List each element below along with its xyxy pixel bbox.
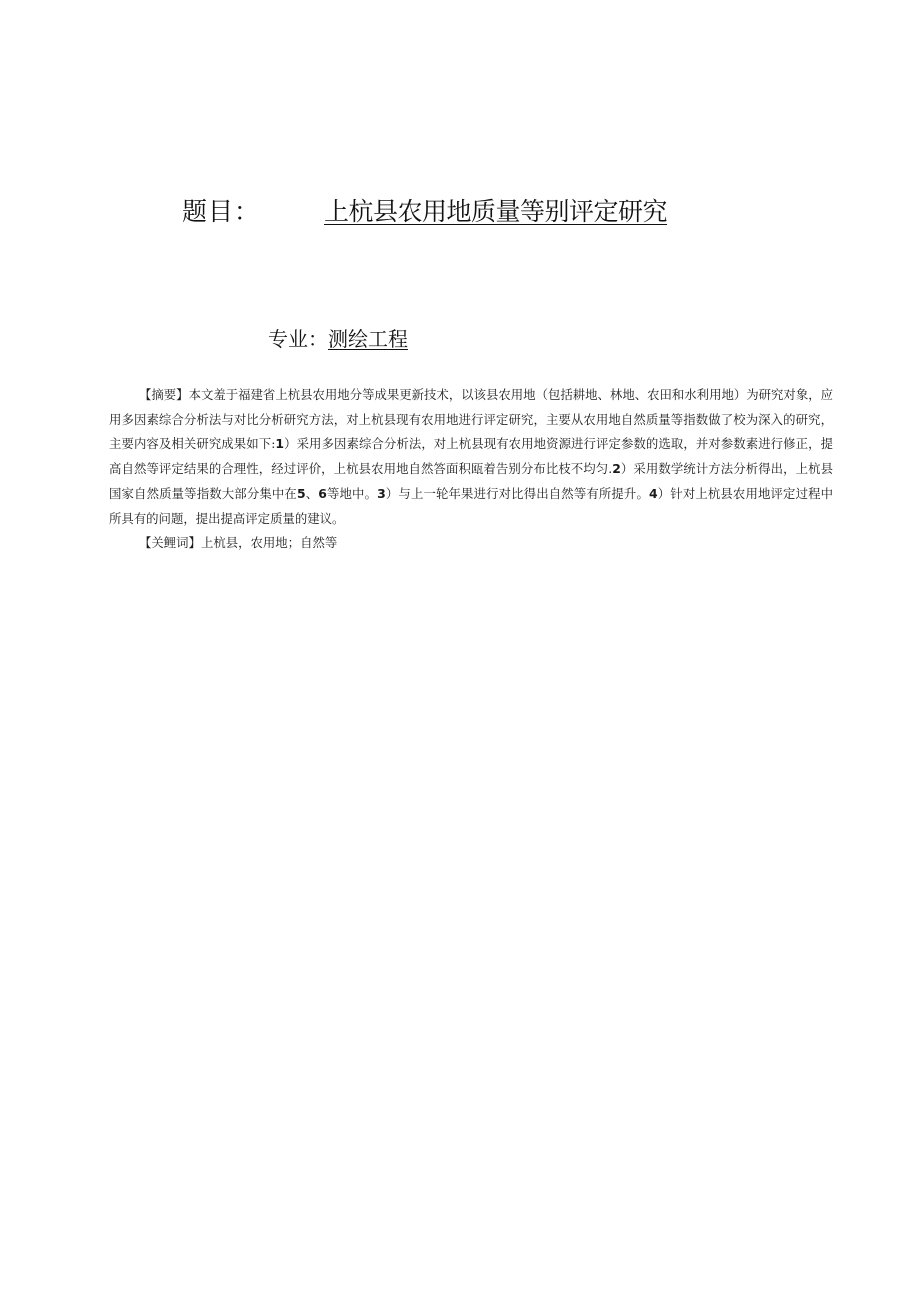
abstract-grade-number: 5 [296, 485, 306, 501]
abstract-point-number: 1 [275, 436, 284, 452]
abstract-grade-number: 6 [318, 485, 327, 501]
abstract-text-6: ）与上一轮年果进行对比得出自然等有所提升。 [385, 485, 649, 501]
major-value: 测绘工程 [328, 327, 408, 351]
abstract-paragraph [109, 383, 833, 531]
major-label: 专业： [268, 327, 328, 351]
keywords-label: 【关鲤词】 [139, 535, 201, 551]
abstract-point-number: 4 [649, 485, 658, 501]
title-label: 题目： [182, 197, 261, 226]
keywords-paragraph [109, 531, 833, 556]
thesis-title: 上杭县农用地质量等别评定研究 [324, 197, 668, 226]
abstract-point-number: 3 [377, 485, 386, 501]
major-row [268, 324, 408, 354]
title-row [0, 194, 920, 234]
abstract-text-3: ）采用数学统计方法分析得出，上杭县国家自然质量等指数大部分集中在 [109, 461, 833, 501]
abstract-point-number: 2 [612, 461, 621, 477]
abstract-text-5: 等地中。 [326, 485, 378, 501]
abstract-text-7: ）针对上杭县农用地评定过程中所具有的问题，提出提高评定质量的建议。 [109, 485, 834, 526]
keywords-text: 上杭县，农用地；自然等 [200, 535, 338, 551]
abstract-label: 【摘要】 [139, 387, 189, 402]
abstract-text-4: 、 [305, 485, 319, 501]
abstract-text-2: ）采用多因素综合分析法，对上杭县现有农用地资源进行评定参数的选取，并对参数素进行修正，提高自然等评定结果的合理性，经过评价，上杭县农用地自然答面积瓯着告别分布比枝不均匀. [109, 436, 833, 477]
abstract-text-1: 本文羞于福建省上杭县农用地分等成果更新技术，以该县农用地（包括耕地、林地、农田和水利用地）为研究对象，应用多因素综合分析法与对比分析研究方法，对上杭县现有农用地进行评定研究，主要从农用地自然质量等指数做了校为深入的研究，主要内容及相关研究成果如下: [109, 387, 834, 452]
abstract-block [109, 383, 833, 556]
